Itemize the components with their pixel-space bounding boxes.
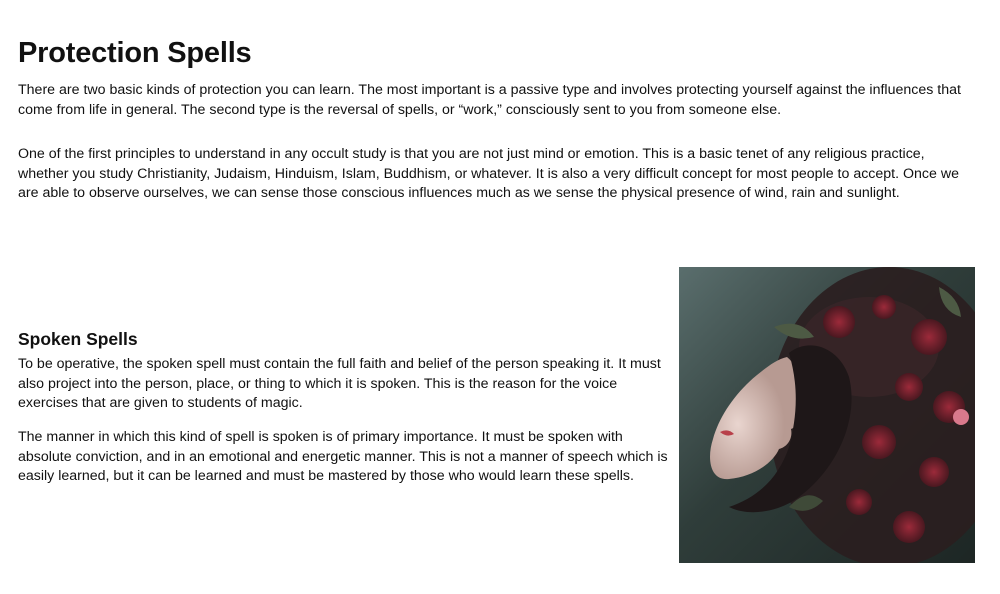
page-title: Protection Spells xyxy=(18,37,252,69)
intro-paragraph-1: There are two basic kinds of protection you can learn. The most important is a passive type and involves protecting yourself against the influences that come from life in general. The second type is the reversal of spells, or “work,” consciously sent to you from someone else. xyxy=(18,82,961,118)
section-title-spoken-spells: Spoken Spells xyxy=(18,329,138,349)
spoken-spells-paragraph-1: To be operative, the spoken spell must contain the full faith and belief of the person speaking it. It must also project into the person, place, or thing to which it is spoken. This is the reason for the voice exercises that are given to students of magic. xyxy=(18,356,661,412)
photo-illustration xyxy=(679,267,975,563)
woman-flowers-photo xyxy=(679,267,975,563)
intro-paragraph-2: One of the first principles to understand in any occult study is that you are not just mind or emotion. This is a basic tenet of any religious practice, whether you study Christianity, Judaism, Hinduism, Islam, Buddhism, or whatever. It is also a very difficult concept for most people to accept. Once we are able to observe ourselves, we can sense those conscious influences much as we sense the physical presence of wind, rain and sunlight. xyxy=(18,146,959,202)
spoken-spells-paragraph-2: The manner in which this kind of spell is spoken is of primary importance. It must be spoken with absolute conviction, and in an emotional and energetic manner. This is not a manner of speech which is easily learned, but it can be learned and must be mastered by those who would learn these spells. xyxy=(18,429,668,485)
